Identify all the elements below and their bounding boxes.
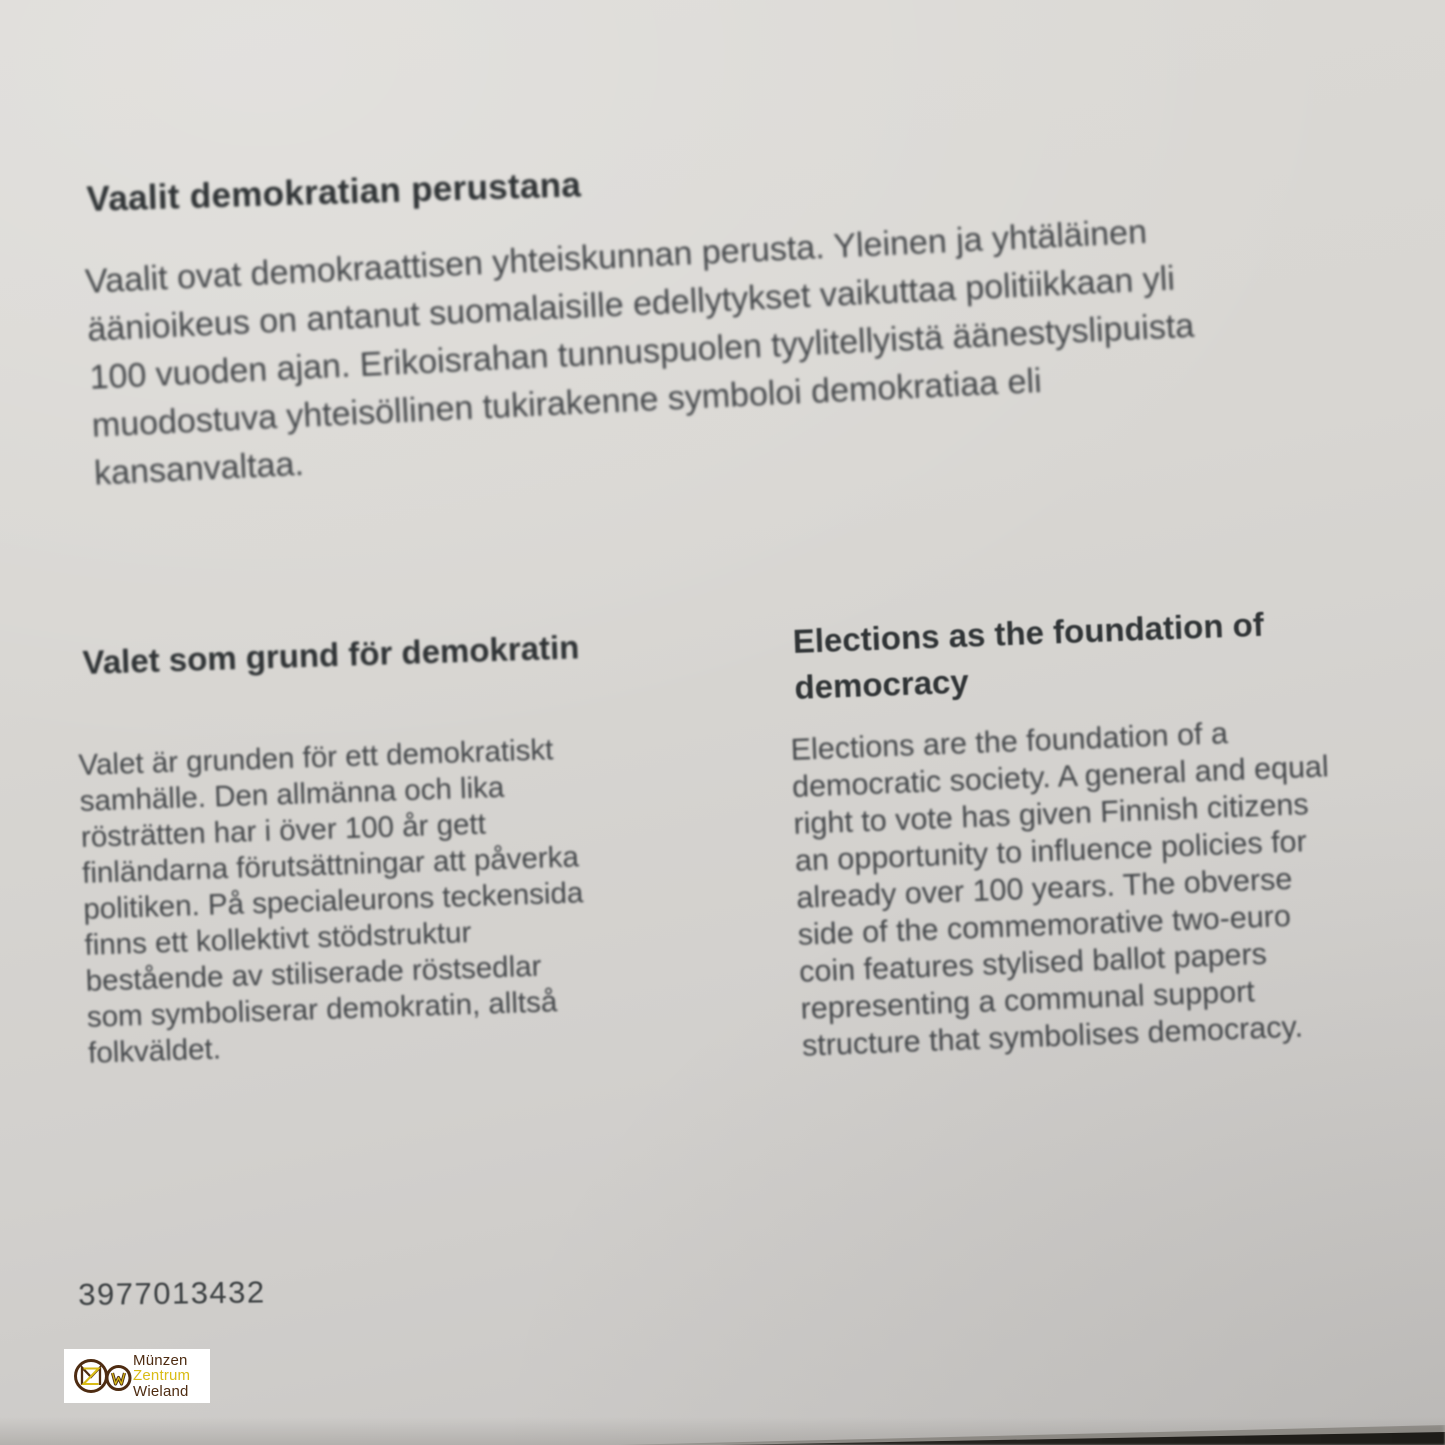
finnish-paragraph: Vaalit ovat demokraattisen yhteiskunnan perusta. Yleinen ja yhtäläinen äänioikeus on antanut suomalaisille edellytykset vaikuttaa politiikkaan yli 100 vuoden ajan. Erikoisrahan tunnuspuolen tyylitellyistä äänestyslipuista muodostuva yhteisöllinen tukirakenne symboloi demokratiaa eli kansanvaltaa. [84, 212, 1196, 493]
watermark-text [133, 1353, 190, 1400]
watermark-line-1: Münzen [133, 1351, 188, 1369]
mzw-coins-logo-icon [66, 1352, 132, 1400]
finnish-heading: Vaalit demokratian perustana [86, 165, 582, 220]
watermark-line-2: Zentrum [133, 1367, 191, 1385]
dealer-watermark [64, 1349, 210, 1403]
watermark-line-3: Wieland [133, 1382, 189, 1400]
swedish-paragraph: Valet är grunden för ett demokratiskt samhälle. Den allmänna och lika rösträtten har i över 100 år gett finländarna förutsättningar att påverka politiken. På specialeurons teckensida finns ett kollektivt stödstruktur bestående av stiliserade röstsedlar som symboliserar demokratin, alltså folkväldet. [78, 732, 584, 1070]
serial-number: 3977013432 [78, 1274, 266, 1312]
english-paragraph: Elections are the foundation of a democratic society. A general and equal right to vote has given Finnish citizens an opportunity to influence policies for already over 100 years. The obverse side of the commemorative two-euro coin features stylised ballot papers representing a communal support structure that symbolises democracy. [790, 715, 1330, 1063]
swedish-heading: Valet som grund för demokratin [82, 628, 580, 682]
english-heading: Elections as the foundation of democracy [792, 606, 1265, 707]
